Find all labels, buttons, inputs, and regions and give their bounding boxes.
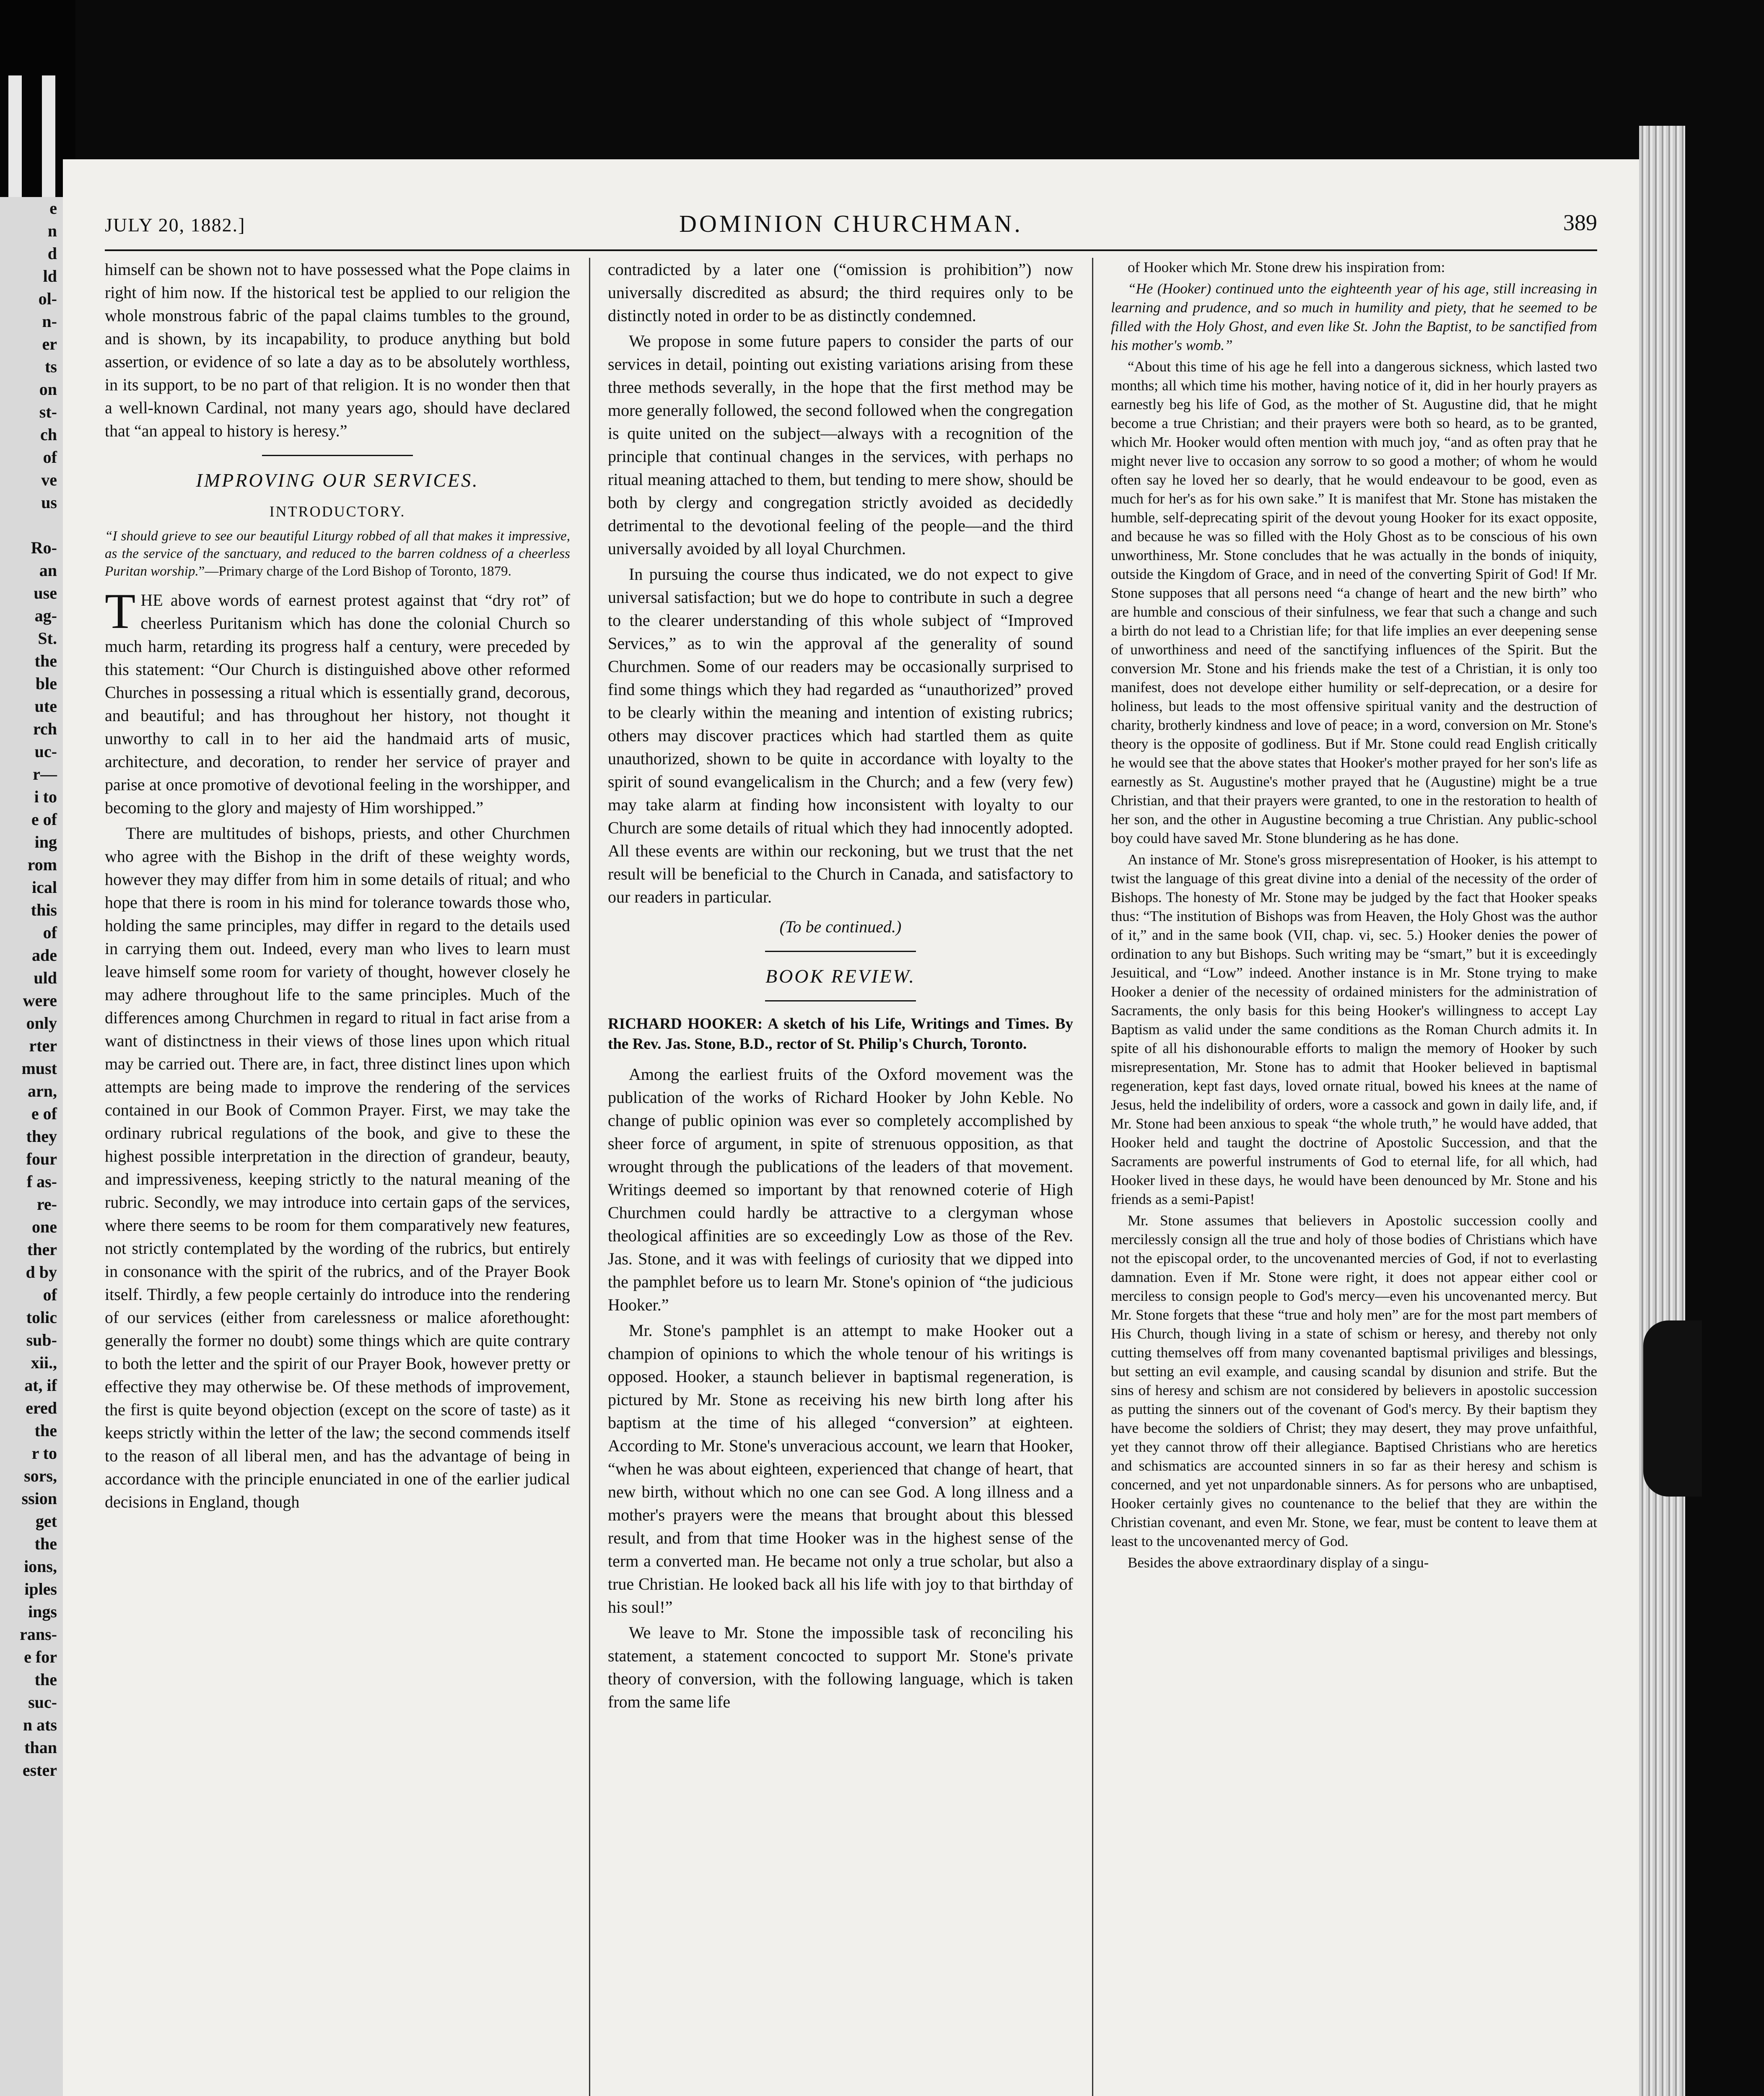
fragment-line: ing	[34, 833, 57, 851]
drop-cap: T	[105, 583, 136, 639]
fragment-line: n ats	[23, 1715, 57, 1734]
fragment-line: ve	[41, 470, 57, 489]
section-divider	[262, 455, 413, 456]
fragment-line: of	[43, 448, 57, 467]
paragraph: There are multitudes of bishops, priests, and other Churchmen who agree with the Bishop in the drift of these weighty words, however they may differ from him in some details of ritual; and who hope that there is room in his mind for tolerance towards those who, holding the same principles, may differ in regard to the details used in carrying them out. Indeed, every man who lives to learn must leave himself some room for variety of thought, however closely he may adhere throughout life to the same principles. Much of the differences among Churchmen in regard to ritual in fact arise from a want of distinctness in their views of those lines upon which ritual may be carried out. There are, in fact, three distinct lines upon which attempts are being made to improve the rendering of the services contained in our Book of Common Prayer. First, we may take the ordinary rubrical regulations of the book, and give to these the highest possible interpretation in the direction of grandeur, beauty, and impressiveness, keeping strictly to the natural meaning of the rubric. Secondly, we may introduce into certain gaps of the services, where there seems to be room for them comparatively new features, not strictly contemplated by the wording of the rubrics, but entirely in consonance with the spirit of the rubrics, and of the Prayer Book itself. Thirdly, a few people certainly do introduce into the rendering of our services (either from carelessness or malice aforethought: generally the former no doubt) some things which are quite contrary to both the letter and the spirit of our Prayer Book, however pretty or effective they may otherwise be. Of these methods of improvement, the first is quite beyond objection (except on the score of taste) as it keeps strictly within the letter of the law; the second commends itself to the reason of all liberal men, and has the advantage of being in accordance with the principle enunciated in one of the earlier judical decisions in England, though	[105, 824, 570, 1511]
header-rule	[105, 249, 1597, 251]
page-stack-edge	[1639, 126, 1685, 2096]
page-number: 389	[1563, 210, 1597, 235]
section-divider	[765, 951, 916, 952]
fragment-line: er	[42, 335, 57, 353]
epigraph	[105, 527, 570, 580]
fragment-line: ble	[35, 674, 57, 693]
fragment-line: xii.,	[31, 1353, 57, 1372]
paragraph: In pursuing the course thus indicated, we do not expect to give universal satisfaction; but we do hope to contribute in such a degree to the clearer understanding of this whole subject of “Improved Services,” as to win the approval af the generality of sound Churchmen. Some of our readers may be occasionally surprised to find some things which they had regarded as “unauthorized” proved to be clearly within the meaning and intention of existing rubrics; others may discover practices which had startled them as quite unauthorized, shown to be quite in accordance with loyalty to the spirit of sound evangelicalism in the Church; and a few (very few) may take alarm at finding how inconsistent with loyalty to our Church are some details of ritual which they had innocently adopted. All these events are within our reckoning, but we trust that the net result will be beneficial to the Church in Canada, and satisfactory to our readers in particular.	[608, 565, 1073, 906]
fragment-line: the	[34, 1534, 57, 1553]
fragment-line: uc-	[34, 742, 57, 761]
fragment-line: use	[34, 584, 57, 602]
fragment-line: d	[47, 244, 57, 263]
fragment-line: this	[31, 900, 57, 919]
fragment-line: St.	[38, 629, 57, 648]
fragment-line: they	[26, 1127, 57, 1146]
fragment-line: rter	[29, 1036, 57, 1055]
epigraph-source: ”—Primary charge of the Lord Bishop of Toronto, 1879.	[198, 564, 511, 579]
column-3	[1111, 258, 1597, 2096]
fragment-line	[0, 514, 63, 537]
fragment-line: ions,	[24, 1557, 57, 1576]
fragment-line: ag-	[34, 606, 57, 625]
fragment-line: of	[43, 1285, 57, 1304]
fragment-line: on	[39, 380, 57, 399]
fragment-line: one	[32, 1217, 57, 1236]
fragment-line: e of	[31, 1104, 57, 1123]
fragment-line: tolic	[26, 1308, 57, 1327]
fragment-line: get	[35, 1512, 57, 1530]
fragment-line: re-	[36, 1195, 57, 1214]
fragment-line: n	[47, 221, 57, 240]
fragment-line: ther	[27, 1240, 57, 1259]
paragraph: Among the earliest fruits of the Oxford movement was the publication of the works of Richard Hooker by John Keble. No change of public opinion was ever so completely accomplished by sheer force of argument, in spite of strenuous opposition, as that wrought through the publications of the leaders of that movement. Writings deemed so important by that renowned coterie of High Churchmen could hardly be attractive to a clergyman whose theological affinities are so exceedingly Low as those of the Rev. Jas. Stone, and it was with feelings of curiosity that we dipped into the pamphlet before us to learn Mr. Stone's opinion of “the judicious Hooker.”	[608, 1065, 1073, 1314]
paragraph	[105, 583, 570, 819]
epigraph-quote: “I should grieve to see our beautiful Liturgy robbed of all that makes it impressive, as the service of the sanctuary, and reduced to the barren coldness of a cheerless Puritan worship.	[105, 529, 570, 579]
fragment-line: at, if	[24, 1376, 57, 1395]
fragment-line: were	[23, 991, 57, 1010]
fragment-line: ol-	[38, 289, 57, 308]
fragment-line: r—	[33, 765, 57, 783]
column-rule	[589, 258, 590, 2096]
article-title: IMPROVING OUR SERVICES.	[196, 470, 479, 491]
fragment-line: of	[43, 923, 57, 942]
fragment-line: ade	[32, 946, 57, 965]
fragment-line: n-	[42, 312, 57, 331]
paragraph: “About this time of his age he fell into a dangerous sickness, which lasted two months; all which time his mother, having notice of it, did in her hourly prayers as earnestly beg his life of God, as the mother of St. Augustine did, that he might become a true Christian; and their prayers were both so heard, as to be granted, which Mr. Hooker would often mention with much joy, “and as often pray that he might never live to occasion any sorrow to so good a mother; of whom he would often say he loved her so dearly, that he would endeavour to be good, even as much for her's as for his own sake.” It is manifest that Mr. Stone has mistaken the humble, self-deprecating spirit of the devout young Hooker for its exact opposite, and because he was so filled with the Holy Ghost as to be conscious of his own unworthiness, Mr. Stone concludes that he was actually in the bonds of iniquity, outside the Kingdom of Grace, and in need of the converting Spirit of God! If Mr. Stone supposes that all persons need “a change of heart and the new birth” who are humble and conscious of their sinfulness, we fear that such a change and such a birth do not lead to a Christian life; for that life implies an ever deepening sense of unworthiness and need of the sanctifying influences of the Spirit. But the conversion Mr. Stone and his friends make the test of a Christian, it is only too manifest, does not develope either humility or self-deprecation, or a desire for holiness, but leads to the most offensive spiritual vanity and the destruction of charity, brotherly kindness and love of peace; in a word, conversion on Mr. Stone's theory is the opposite of godliness. But if Mr. Stone could read English critically he would see that the above states that Hooker's mother prayed for her son's life as earnestly as St. Augustine's mother prayed that he (Augustine) might be a true Christian, and that their prayers were granted, to one in the restoration to health of her son, and the other in Augustine becoming a true Christian. Any public-school boy could have saved Mr. Stone blundering as he has done.	[1111, 358, 1597, 846]
previous-page-fragment	[0, 197, 63, 2096]
fragment-line: the	[34, 1421, 57, 1440]
fragment-line: four	[26, 1149, 57, 1168]
column-2	[608, 258, 1073, 2096]
fragment-line: ester	[22, 1761, 57, 1780]
review-author: RICHARD HOOKER	[608, 1015, 757, 1032]
newspaper-page	[63, 159, 1639, 2096]
fragment-line: i to	[34, 787, 57, 806]
continued-note: (To be continued.)	[779, 917, 902, 936]
review-title: : A sketch of his Life, Writings and Times. By the Rev. Jas. Stone, B.D., rector of St. Philip's Church, Toronto.	[608, 1015, 1073, 1053]
paragraph: Besides the above extraordinary display of a singu-	[1128, 1554, 1429, 1571]
fragment-line: sub-	[26, 1331, 57, 1349]
paragraph-text: HE above words of earnest protest against that “dry rot” of cheerless Puritanism which has done the colonial Church so much harm, retarding its progress half a century, were preceded by this statement: “Our Church is distinguished above other reformed Churches in possessing a ritual which is essentially grand, decorous, and beautiful; and has throughout her history, not thought it unworthy to call in to her aid the handmaid arts of music, architecture, and decoration, to render her service of prayer and parise at once promotive of devotional feeling in the worshipper, and becoming to the glory and majesty of Him worshipped.”	[105, 591, 570, 817]
fragment-line: us	[41, 493, 57, 512]
fragment-line: e	[49, 199, 57, 218]
fragment-line: ts	[45, 357, 57, 376]
fragment-line: st-	[39, 402, 57, 421]
binding-clip	[1643, 1320, 1702, 1497]
column-1	[105, 258, 570, 2096]
fragment-line: ute	[34, 697, 57, 716]
paragraph: contradicted by a later one (“omission is prohibition”) now universally discredited as absurd; the third requires only to be distinctly noted in order to be as distinctly condemned.	[608, 260, 1073, 325]
fragment-line: ings	[28, 1602, 57, 1621]
fragment-line: e of	[31, 810, 57, 829]
fragment-line: must	[21, 1059, 57, 1078]
paragraph: We propose in some future papers to consider the parts of our services in detail, pointing out existing variations arising from these three methods severally, in the hope that the first method may be more generally followed, the second followed when the congregation is quite united on the subject—always with a recognition of the principle that continual changes in the services, with perhaps no ritual meaning attached to them, but tending to mere show, should be both by clergy and congregation strictly avoided as decidedly detrimental to the devotional feeling of the people—and the third universally avoided by all loyal Churchmen.	[608, 332, 1073, 558]
page-header	[105, 210, 1597, 247]
fragment-line: ch	[40, 425, 57, 444]
fragment-line: ical	[32, 878, 57, 897]
fragment-line: e for	[24, 1647, 57, 1666]
fragment-line: ssion	[21, 1489, 57, 1508]
fragment-line: the	[34, 1670, 57, 1689]
paragraph: We leave to Mr. Stone the impossible task of reconciling his statement, a statement concocted to support Mr. Stone's private theory of conversion, with the following language, which is taken from the same life	[608, 1623, 1073, 1711]
fragment-line: ld	[43, 267, 57, 285]
fragment-line: uld	[34, 968, 57, 987]
fragment-line: r to	[31, 1444, 57, 1463]
paragraph: of Hooker which Mr. Stone drew his inspiration from:	[1128, 259, 1445, 275]
section-divider	[765, 1000, 916, 1001]
fragment-line: rans-	[20, 1625, 57, 1644]
review-heading	[608, 1014, 1073, 1054]
article-subheading: INTRODUCTORY.	[269, 503, 406, 520]
fragment-line: an	[39, 561, 57, 580]
fragment-line: f as-	[26, 1172, 57, 1191]
fragment-line: ered	[26, 1398, 57, 1417]
paragraph: himself can be shown not to have possessed what the Pope claims in right of him now. If the historical test be applied to our religion the whole monstrous fabric of the papal claims tumbles to the ground, and is shown, by its incapability, to produce anything but bold assertion, or evidence of so late a day as to be absolutely worthless, in its support, to be no part of that religion. It is no wonder then that a well-known Cardinal, not many years ago, should have declared that “an appeal to history is heresy.”	[105, 260, 570, 440]
fragment-line: suc-	[28, 1693, 57, 1712]
fragment-line: Ro-	[31, 538, 57, 557]
fragment-line: rch	[33, 719, 57, 738]
fragment-line: rom	[27, 855, 57, 874]
fragment-line: d by	[26, 1263, 57, 1281]
column-rule	[1092, 258, 1093, 2096]
paragraph: Mr. Stone's pamphlet is an attempt to make Hooker out a champion of opinions to which the whole tenour of his writings is opposed. Hooker, a staunch believer in baptismal regeneration, is pictured by Mr. Stone as receiving his new birth long after his baptism at the time of his alleged “conversion” at eighteen. According to Mr. Stone's unveracious account, we learn that Hooker, “when he was about eighteen, experienced that change of heart, that new birth, without which no one can see God. A long illness and a mother's prayers were the means that brought about this blessed result, and from that time Hooker was in the highest sense of the term a converted man. He became not only a true scholar, but also a true Christian. He looked back all his life with joy to that birthday of his soul!”	[608, 1321, 1073, 1616]
publication-title: DOMINION CHURCHMAN.	[679, 210, 1023, 237]
fragment-line: than	[24, 1738, 57, 1757]
fragment-line: only	[26, 1014, 57, 1032]
issue-date: JULY 20, 1882.]	[105, 214, 246, 236]
quoted-passage: “He (Hooker) continued unto the eighteenth year of his age, still increasing in learning and prudence, and so much in humility and piety, that he seemed to be filled with the Holy Ghost, and even like St. John the Baptist, to be sanctified from his mother's womb.”	[1111, 280, 1597, 353]
fragment-line: sors,	[24, 1466, 57, 1485]
fragment-line: arn,	[28, 1082, 57, 1100]
article-title: BOOK REVIEW.	[765, 965, 916, 987]
paragraph: Mr. Stone assumes that believers in Apostolic succession coolly and mercilessly consign all the true and holy of those bodies of Christians which have not the episcopal order, to the uncovenanted mercies of God, if not to everlasting damnation. Even if Mr. Stone were right, it does not appear either cool or merciless to consign people to God's mercy—even his uncovenanted mercy. But Mr. Stone forgets that these “true and holy men” are for the most part members of His Church, though living in a state of schism or heresy, and thereby not only cutting themselves off from many covenanted baptismal priviliges and blessings, but setting an evil example, and causing scandal by disunion and strife. But the sins of heresy and schism are not considered by believers in apostolic succession as putting the sinners out of the covenant of God's mercy. By their baptism they have become the soldiers of Christ; they may desert, they may prove unfaithful, yet they cannot throw off their allegiance. Baptised Christians who are heretics and schismatics are accounted sinners in so far as their heresy and schism is concerned, and yet not unpardonable sinners. As for persons who are unbaptised, Hooker certainly gives no countenance to the belief that they are within the Christian covenant, and even Mr. Stone, we fear, must be content to leave them at least to the uncovenanted mercy of God.	[1111, 1212, 1597, 1549]
paragraph: An instance of Mr. Stone's gross misrepresentation of Hooker, is his attempt to twist the language of this great divine into a denial of the necessity of the order of Bishops. The honesty of Mr. Stone may be judged by the fact that Hooker speaks thus: “The institution of Bishops was from Heaven, the Holy Ghost was the author of it,” and in the same book (VII, chap. vi, sec. 5.) Hooker denies the power of ordination to any but Bishops. Such writing may be “smart,” but it is exceedingly Jesuitical, and “Low” indeed. Another instance is in Mr. Stone trying to make Hooker a denier of the necessity of ordained ministers for the administration of Sacraments, the only basis for this being Hooker's willingness to accept Lay Baptism as valid under the same conditions as the Roman Church admits it. In spite of all his dishonourable efforts to malign the memory of Hooker by such misrepresentation, Mr. Stone has to admit that Hooker believed in baptismal regeneration, kept fast days, loved ornate ritual, bowed his knees at the name of Jesus, held the indelibility of orders, wore a cassock and gown in daily life, and, if Mr. Stone had been anxious to speak “the whole truth,” he would have added, that Hooker held and taught the doctrine of Apostolic Succession, and that the Sacraments are powerful instruments of God to eternal life, for all which, had Hooker lived in these days, he would have been denounced by Mr. Stone and his friends as a semi-Papist!	[1111, 851, 1597, 1207]
fragment-line: the	[34, 651, 57, 670]
fragment-line: iples	[24, 1580, 57, 1598]
